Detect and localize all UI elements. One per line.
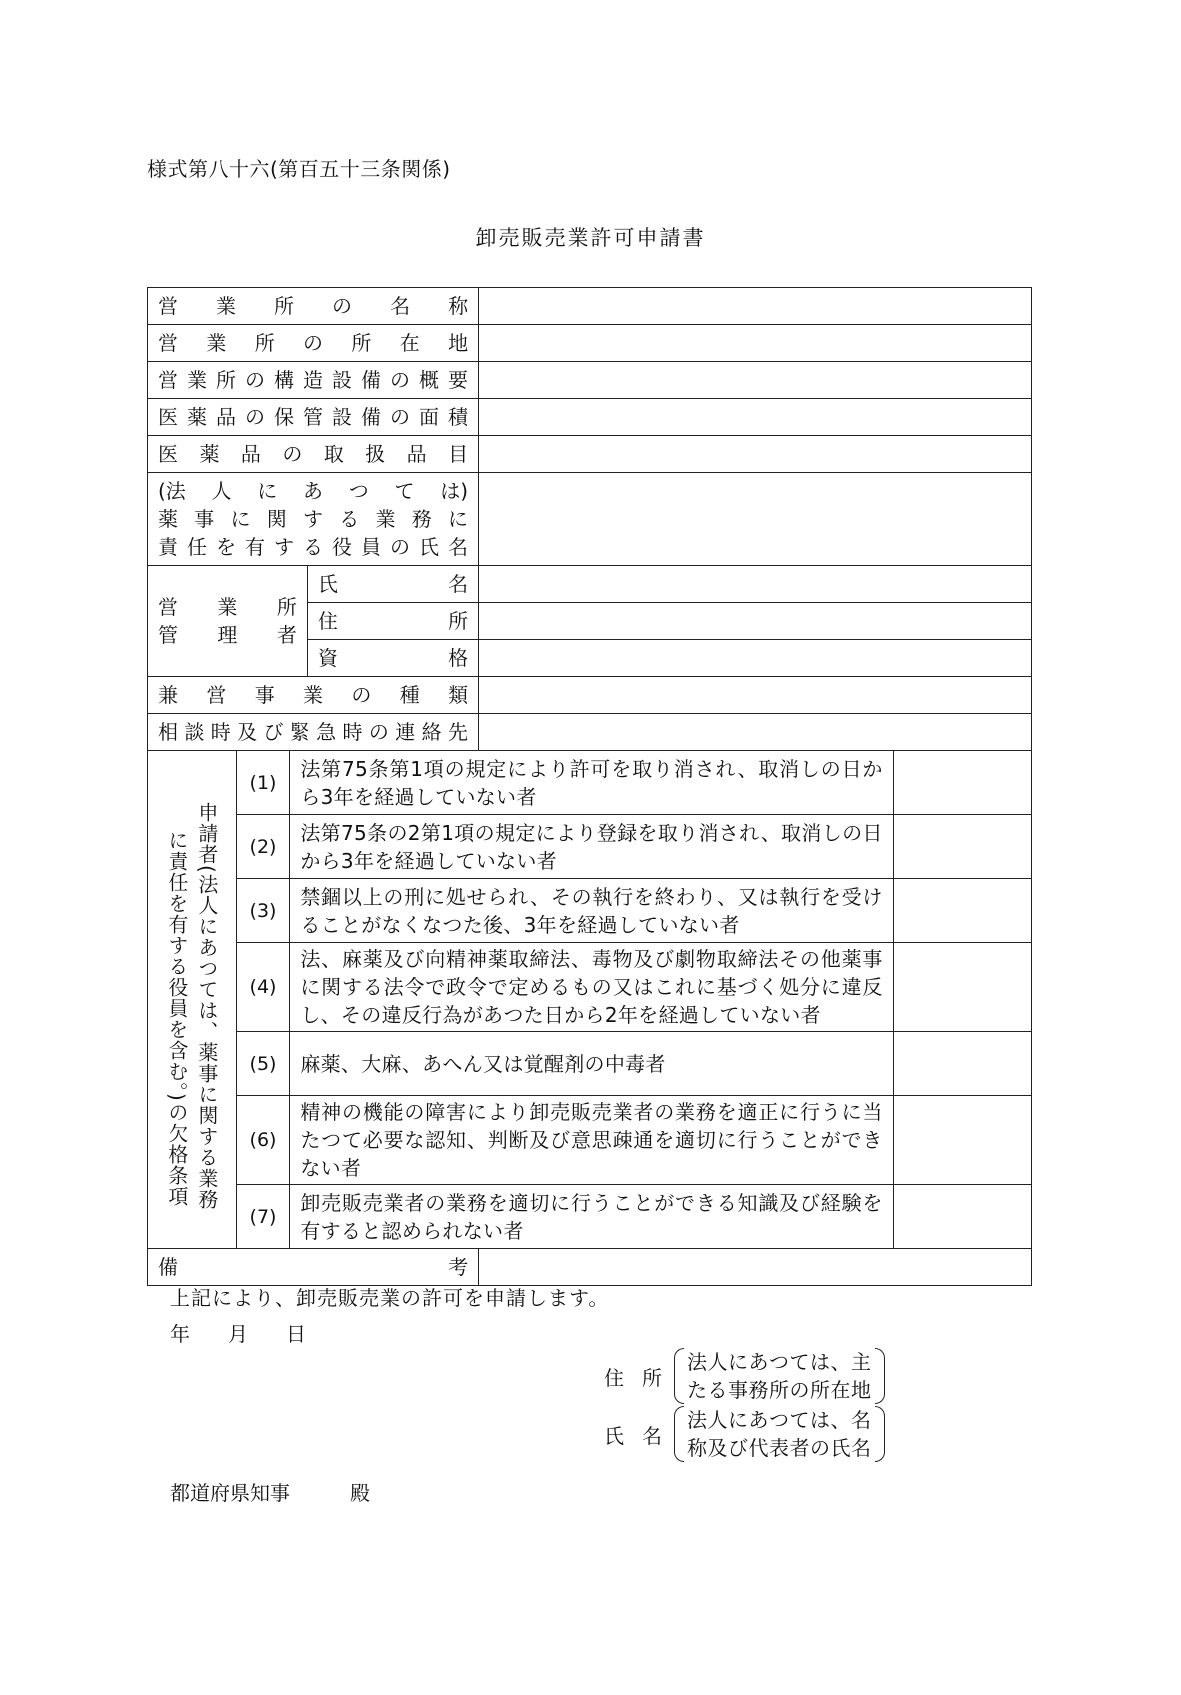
item-text: 禁錮以上の刑に処せられ、その執行を終わり、又は執行を受けることがなくなつた後、3年を経過していない者 xyxy=(290,879,893,943)
item-number: (6) xyxy=(236,1096,290,1185)
item-text: 法、麻薬及び向精神薬取締法、毒物及び劇物取締法その他薬事に関する法令で政令で定めるもの又はこれに基づく処分に違反し、その違反行為があつた日から2年を経過していない者 xyxy=(290,943,893,1032)
label-char: 所 xyxy=(351,331,372,355)
input-contact[interactable] xyxy=(479,714,1032,751)
label-char: の xyxy=(390,368,410,392)
label-manager-name xyxy=(307,566,478,603)
label-char: 営 xyxy=(158,294,178,318)
label-char: 所 xyxy=(274,294,295,318)
label-char: 面 xyxy=(419,405,439,429)
label-char: 業 xyxy=(187,368,207,392)
label-char: す xyxy=(274,535,294,559)
label-char: に xyxy=(230,507,251,531)
label-char: 役 xyxy=(332,535,352,559)
label-char: 責 xyxy=(158,535,178,559)
label-char: る xyxy=(303,535,323,559)
label-char: 営 xyxy=(206,683,227,707)
label-char: 品 xyxy=(406,442,427,466)
item-answer[interactable] xyxy=(893,751,1031,815)
label-char: 薬 xyxy=(199,442,220,466)
label-char: 格 xyxy=(448,646,469,670)
item-answer[interactable] xyxy=(893,1032,1031,1096)
item-number: (2) xyxy=(236,815,290,879)
label-char: 取 xyxy=(323,442,344,466)
input-storage-area[interactable] xyxy=(479,399,1032,436)
honorific: 殿 xyxy=(350,1481,370,1505)
label-char: の xyxy=(332,294,353,318)
form-number: 様式第八十六(第百五十三条関係) xyxy=(147,157,451,181)
label-char: (法 xyxy=(158,479,186,503)
label-char: 管 xyxy=(303,405,323,429)
label-manager-qualification xyxy=(307,640,478,677)
label-char: 名 xyxy=(448,572,469,596)
label-char: 員 xyxy=(361,535,381,559)
name-label: 氏 名 xyxy=(604,1423,662,1448)
label-char: の xyxy=(282,442,303,466)
item-text: 法第75条の2第1項の規定により登録を取り消され、取消しの日から3年を経過していない者 xyxy=(290,815,893,879)
document-title: 卸売販売業許可申請書 xyxy=(475,226,706,250)
input-handled-items[interactable] xyxy=(479,436,1032,473)
label-char: 営 xyxy=(158,595,178,619)
label-storage-area xyxy=(148,399,479,436)
label-char: 者 xyxy=(276,623,297,647)
label-concurrent-business xyxy=(148,677,479,714)
label-char: の xyxy=(245,368,265,392)
label-char: 構 xyxy=(274,368,294,392)
side-label-col1: 申請者(法人にあつては、薬事に関する業務 xyxy=(194,801,219,1210)
label-char: 時 xyxy=(210,720,231,744)
item-answer[interactable] xyxy=(893,943,1031,1032)
label-char: 類 xyxy=(448,683,469,707)
label-char: 造 xyxy=(303,368,323,392)
item-text: 精神の機能の障害により卸売販売業者の業務を適正に行うに当たつて必要な認知、判断及び意思疎通を適切に行うことができない者 xyxy=(290,1096,893,1185)
label-char: の xyxy=(351,683,372,707)
input-manager-name[interactable] xyxy=(479,566,1032,603)
label-char: 備 xyxy=(361,405,381,429)
label-char: 理 xyxy=(217,623,238,647)
applicant-name-block xyxy=(604,1406,885,1462)
label-char: 種 xyxy=(399,683,420,707)
label-char: を xyxy=(216,535,236,559)
label-char: 急 xyxy=(316,720,337,744)
label-char: す xyxy=(303,507,323,531)
disqualification-side-label xyxy=(148,751,237,1249)
label-char: 絡 xyxy=(421,720,442,744)
input-manager-qualification[interactable] xyxy=(479,640,1032,677)
label-char: 業 xyxy=(216,294,237,318)
item-number: (3) xyxy=(236,879,290,943)
item-answer[interactable] xyxy=(893,879,1031,943)
label-char: 称 xyxy=(448,294,469,318)
label-office-location xyxy=(148,325,479,362)
label-char: 先 xyxy=(447,720,468,744)
label-char: 所 xyxy=(448,609,469,633)
year-label: 年 xyxy=(170,1322,190,1346)
date-line xyxy=(170,1318,306,1347)
label-char: の xyxy=(368,720,389,744)
item-text: 卸売販売業者の業務を適切に行うことができる知識及び経験を有すると認められない者 xyxy=(290,1185,893,1249)
label-char: 業 xyxy=(375,507,396,531)
applicant-address-block xyxy=(604,1348,885,1404)
label-char: 医 xyxy=(158,442,178,466)
label-responsible-officer xyxy=(148,473,479,566)
label-char: 及 xyxy=(237,720,258,744)
label-char: 業 xyxy=(303,683,324,707)
name-note: 法人にあつては、名 称及び代表者の氏名 xyxy=(674,1406,885,1462)
input-manager-address[interactable] xyxy=(479,603,1032,640)
label-char: 任 xyxy=(187,535,207,559)
label-char: 連 xyxy=(395,720,416,744)
label-char: 名 xyxy=(448,535,468,559)
label-char: 氏 xyxy=(317,572,338,596)
label-char: 有 xyxy=(245,535,265,559)
label-char: 在 xyxy=(399,331,420,355)
item-number: (7) xyxy=(236,1185,290,1249)
input-office-location[interactable] xyxy=(479,325,1032,362)
label-char: の xyxy=(245,405,265,429)
label-char: 時 xyxy=(342,720,363,744)
input-office-name[interactable] xyxy=(479,288,1032,325)
label-char: 兼 xyxy=(158,683,178,707)
item-answer[interactable] xyxy=(893,1185,1031,1249)
label-char: 人 xyxy=(211,479,232,503)
label-char: 営 xyxy=(158,331,178,355)
label-handled-items xyxy=(148,436,479,473)
label-char: 営 xyxy=(158,368,178,392)
input-remarks[interactable] xyxy=(479,1249,1032,1286)
address-label: 住 所 xyxy=(604,1365,662,1390)
item-number: (4) xyxy=(236,943,290,1032)
label-char: の xyxy=(390,535,410,559)
label-char: 業 xyxy=(206,331,227,355)
input-structure-overview[interactable] xyxy=(479,362,1032,399)
application-form-table xyxy=(147,287,1032,1286)
label-remarks xyxy=(148,1249,479,1286)
label-char: 概 xyxy=(419,368,439,392)
label-char: 備 xyxy=(361,368,381,392)
label-char: 業 xyxy=(217,595,238,619)
label-char: 住 xyxy=(317,609,338,633)
label-char: の xyxy=(303,331,324,355)
label-char: 薬 xyxy=(187,405,207,429)
label-char: 医 xyxy=(158,405,178,429)
label-char: は) xyxy=(440,479,469,503)
addressee: 都道府県知事 xyxy=(170,1481,290,1505)
label-char: 考 xyxy=(448,1255,469,1279)
addressee-line xyxy=(170,1477,370,1506)
item-answer[interactable] xyxy=(893,815,1031,879)
label-char: 扱 xyxy=(365,442,386,466)
label-char: 保 xyxy=(274,405,294,429)
label-char: 品 xyxy=(240,442,261,466)
label-structure-overview xyxy=(148,362,479,399)
label-char: 談 xyxy=(184,720,205,744)
label-char: 要 xyxy=(448,368,468,392)
label-char: て xyxy=(394,479,415,503)
item-answer[interactable] xyxy=(893,1096,1031,1185)
label-char: 地 xyxy=(448,331,469,355)
item-number: (1) xyxy=(236,751,290,815)
label-char: 設 xyxy=(332,368,352,392)
label-char: 相 xyxy=(158,720,178,744)
item-number: (5) xyxy=(236,1032,290,1096)
label-char: 氏 xyxy=(419,535,439,559)
label-office-name xyxy=(148,288,479,325)
label-char: に xyxy=(448,507,468,531)
label-char: 所 xyxy=(254,331,275,355)
label-char: 品 xyxy=(216,405,236,429)
label-char: 名 xyxy=(390,294,411,318)
label-char: 目 xyxy=(448,442,469,466)
label-office-manager xyxy=(148,566,308,677)
label-char: び xyxy=(263,720,284,744)
label-char: 緊 xyxy=(289,720,310,744)
label-char: あ xyxy=(303,479,324,503)
label-char: 所 xyxy=(276,595,297,619)
label-char: の xyxy=(390,405,410,429)
day-label: 日 xyxy=(286,1322,306,1346)
label-char: つ xyxy=(348,479,369,503)
input-concurrent-business[interactable] xyxy=(479,677,1032,714)
declaration-text: 上記により、卸売販売業の許可を申請します。 xyxy=(170,1286,610,1310)
label-char: 所 xyxy=(216,368,236,392)
label-char: 薬 xyxy=(158,507,178,531)
month-label: 月 xyxy=(228,1322,248,1346)
label-char: 務 xyxy=(411,507,432,531)
label-char: 管 xyxy=(158,623,178,647)
label-char: 設 xyxy=(332,405,352,429)
label-char: 事 xyxy=(194,507,215,531)
item-text: 法第75条第1項の規定により許可を取り消され、取消しの日から3年を経過していない者 xyxy=(290,751,893,815)
label-manager-address xyxy=(307,603,478,640)
label-char: に xyxy=(257,479,278,503)
label-contact xyxy=(148,714,479,751)
label-char: 関 xyxy=(266,507,287,531)
label-char: 積 xyxy=(448,405,468,429)
label-char: 備 xyxy=(158,1255,178,1279)
side-label-col2: に責任を有する役員を含む。)の欠格条項 xyxy=(164,829,189,1207)
input-responsible-officer[interactable] xyxy=(479,473,1032,566)
label-char: る xyxy=(339,507,360,531)
label-char: 事 xyxy=(254,683,275,707)
label-char: 資 xyxy=(317,646,338,670)
item-text: 麻薬、大麻、あへん又は覚醒剤の中毒者 xyxy=(290,1032,893,1096)
address-note: 法人にあつては、主 たる事務所の所在地 xyxy=(674,1348,885,1404)
